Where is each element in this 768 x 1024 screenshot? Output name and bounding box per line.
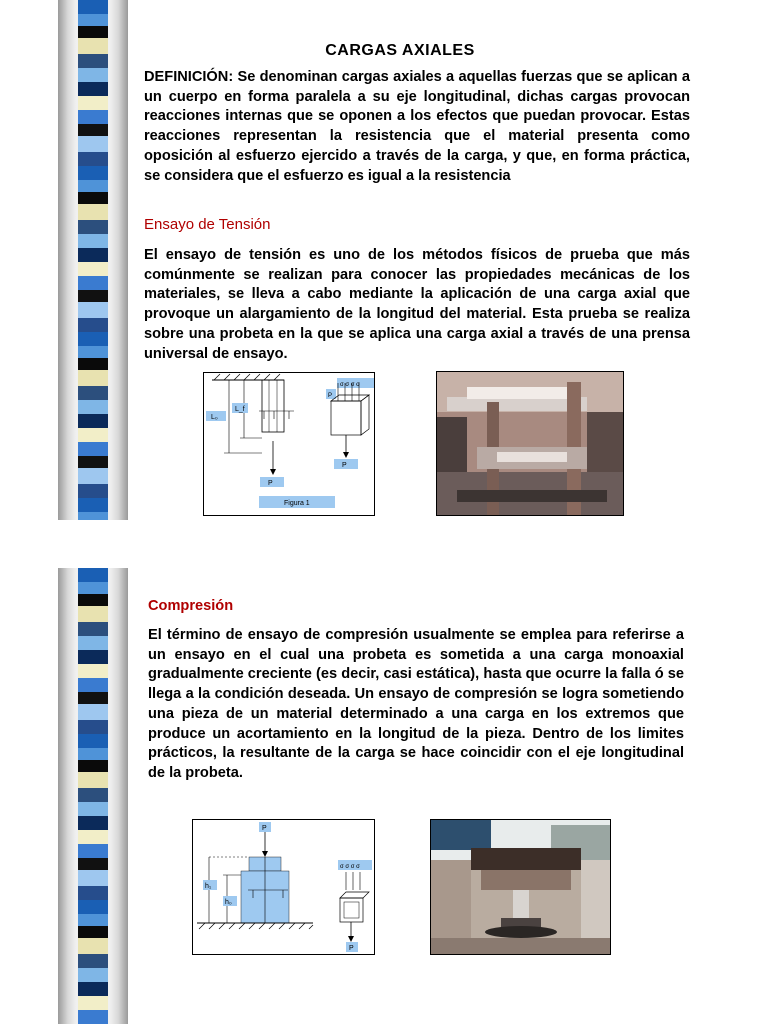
compression-diagram [192,819,375,955]
page-title: CARGAS AXIALES [325,42,475,59]
label-p-bottom: P [349,945,354,952]
compression-machine-photo [430,819,611,955]
label-h1: h₁ [205,883,212,890]
decorative-strip [58,568,128,1024]
label-sigma: σ σ σ σ [340,382,360,388]
label-l0: L₀ [211,414,218,421]
figure-caption: Figura 1 [284,500,310,507]
tension-paragraph: El ensayo de tensión es uno de los métodos físicos de prueba que más comúnmente se realizan para conocer las propiedades mecánicas de los materiales, se lleva a cabo mediante la aplicación de una carga axial que provoque un alargamiento de la longitud del material. Esta prueba se realiza sobre una probeta en la que se aplica una carga axial a través de una prensa universal de ensayo. [144,247,690,362]
page-separator [0,520,768,568]
decorative-strip [58,0,128,520]
label-lf: L_f [235,406,245,413]
tension-diagram [203,372,375,516]
label-p-top: P [262,825,267,832]
compression-heading: Compresión [148,598,234,614]
label-h0: h₀ [225,899,232,906]
definition-paragraph: DEFINICIÓN: Se denominan cargas axiales a aquellas fuerzas que se aplican a un cuerpo en forma paralela a su eje longitudinal, dichas cargas provocan reacciones internas que se oponen a los efectos que puedan provocar. Estas reacciones representan la resistencia que el material presenta como oposición al esfuerzo ejercido a través de la carga, y que, en forma práctica, se considera que el esfuerzo es igual a la resistencia [144,69,690,184]
label-p: P [268,480,273,487]
label-sigma-2: σ σ σ σ [340,864,360,870]
svg-text:P: P [328,393,333,399]
tension-machine-photo [436,371,624,516]
compression-paragraph: El término de ensayo de compresión usualmente se emplea para referirse a un ensayo en el cual una probeta es sometida a una carga monoaxial gradualmente creciente (es decir, casi estática), hasta que ocurre la falla ó se llega a la condición deseada. Un ensayo de compresión se logra sometiendo una pieza de un material determinado a una carga en los extremos que produce un acortamiento en la longitud de la pieza. Dentro de los limites prácticos, la resultante de la carga se hace coincidir con el eje longitudinal de la probeta. [148,627,684,781]
svg-text:P: P [342,462,347,469]
tension-heading: Ensayo de Tensión [144,216,271,233]
slide-page-2 [0,568,768,1024]
